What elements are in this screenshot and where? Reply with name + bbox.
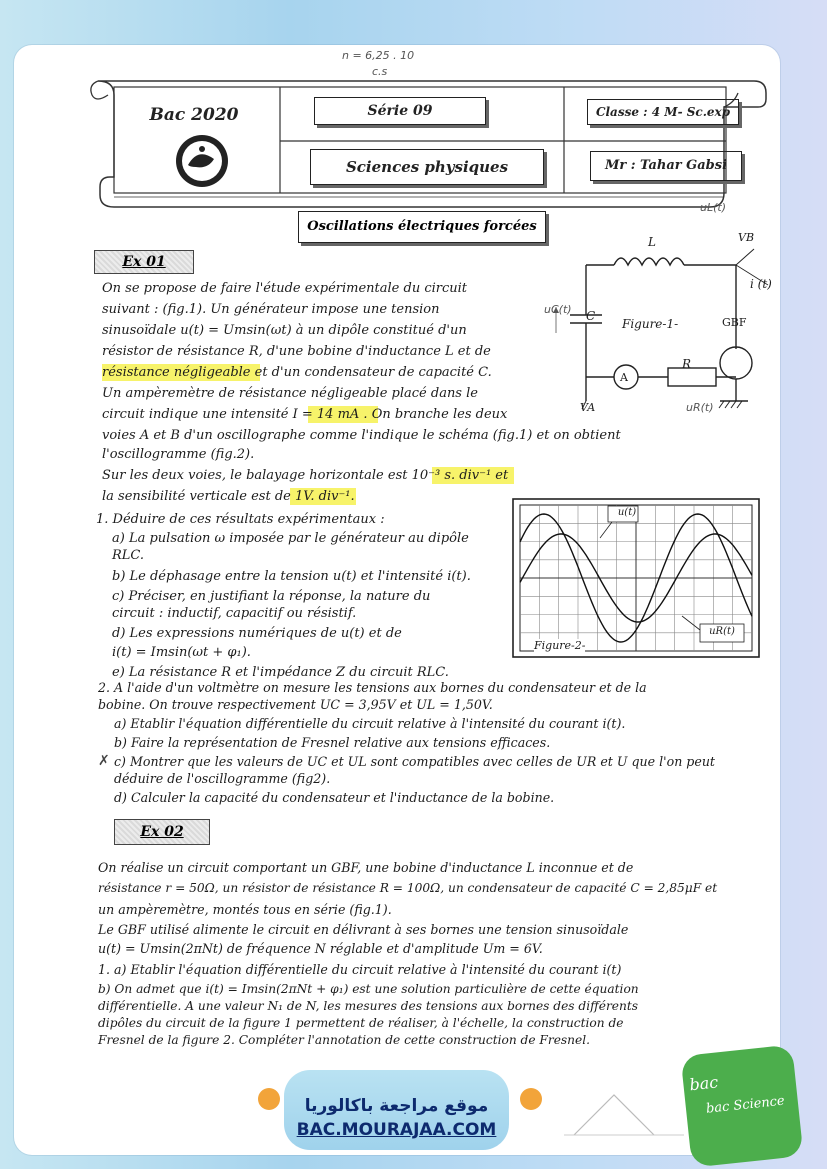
class-label: Classe : 4 M- Sc.exp bbox=[587, 99, 739, 125]
ex2-line-8: différentielle. A une valeur N₁ de N, les mesures des tensions aux bornes des différents bbox=[98, 999, 639, 1013]
ex2-line-9: dipôles du circuit de la figure 1 permettent de réaliser, à l'échelle, la construction de bbox=[98, 1016, 624, 1030]
q1-c: c) Préciser, en justifiant la réponse, la nature du bbox=[112, 589, 431, 604]
banner-left-icon bbox=[258, 1088, 280, 1110]
logo-text-science: bac Science bbox=[705, 1093, 786, 1117]
ex1-line-11: la sensibilité verticale est de 1V. div⁻¹. bbox=[102, 489, 355, 504]
ex1-line-9: l'oscillogramme (fig.2). bbox=[102, 447, 255, 462]
fig1-uc-note: uC(t) bbox=[544, 303, 572, 316]
fig1-va: VA bbox=[580, 401, 596, 414]
handwritten-note: n = 6,25 . 10 bbox=[342, 49, 415, 62]
ex2-line-7: b) On admet que i(t) = Imsin(2πNt + φ₁) est une solution particulière de cette équation bbox=[98, 982, 639, 996]
ex2-line-6: 1. a) Etablir l'équation différentielle du circuit relative à l'intensité du courant i(t) bbox=[98, 962, 622, 977]
q1-a-cont: RLC. bbox=[112, 548, 145, 563]
exercise-2-tag: Ex 02 bbox=[114, 819, 210, 845]
banner-right-icon bbox=[520, 1088, 542, 1110]
q1-a: a) La pulsation ω imposée par le générateur au dipôle bbox=[112, 531, 469, 546]
ex2-line-3: un ampèremètre, montés tous en série (fig.1). bbox=[98, 902, 392, 917]
site-url-link[interactable]: BAC.MOURAJAA.COM bbox=[296, 1120, 497, 1140]
q1-b: b) Le déphasage entre la tension u(t) et l'intensité i(t). bbox=[112, 569, 471, 584]
fig1-ul-note: uL(t) bbox=[700, 201, 726, 214]
site-arabic-name: موقع مراجعة باكالوريا bbox=[304, 1096, 489, 1116]
q2-d: d) Calculer la capacité du condensateur et l'inductance de la bobine. bbox=[114, 790, 555, 805]
ex1-line-8: voies A et B d'un oscillographe comme l'indique le schéma (fig.1) et on obtient bbox=[102, 428, 621, 443]
ex1-line-3: sinusoïdale u(t) = Umsin(ωt) à un dipôle constitué d'un bbox=[102, 323, 467, 338]
bac-science-logo bbox=[680, 1044, 803, 1167]
subject-label: Sciences physiques bbox=[310, 149, 544, 185]
ex1-line-4: résistor de résistance R, d'une bobine d'inductance L et de bbox=[102, 344, 491, 359]
q1-d-cont: i(t) = Imsin(ωt + φ₁). bbox=[112, 645, 251, 660]
q1-c-cont: circuit : inductif, capacitif ou résistif. bbox=[112, 606, 357, 621]
teacher-label: Mr : Tahar Gabsi bbox=[590, 151, 742, 181]
cross-mark: ✗ bbox=[98, 753, 110, 769]
ex1-line-7: circuit indique une intensité I = 14 mA . On branche les deux bbox=[102, 407, 508, 422]
fig1-inductor-label: L bbox=[648, 235, 656, 249]
ex1-line-1: On se propose de faire l'étude expérimentale du circuit bbox=[102, 281, 468, 296]
fig1-capacitor-label: C bbox=[586, 309, 596, 323]
serie-label: Série 09 bbox=[314, 97, 486, 125]
fig1-ur-note: uR(t) bbox=[686, 401, 714, 414]
q1-e: e) La résistance R et l'impédance Z du circuit RLC. bbox=[112, 665, 449, 680]
handwritten-note-2: c.s bbox=[372, 65, 388, 78]
q2-intro-1: 2. A l'aide d'un voltmètre on mesure les tensions aux bornes du condensateur et de la bbox=[98, 680, 647, 695]
fig1-resistor-label: R bbox=[682, 357, 692, 371]
fig2-ur-label: uR(t) bbox=[709, 626, 735, 637]
exercise-1-tag: Ex 01 bbox=[94, 250, 194, 274]
q1-d: d) Les expressions numériques de u(t) et de bbox=[112, 626, 402, 641]
fig2-u-label: u(t) bbox=[617, 507, 637, 518]
q2-c: c) Montrer que les valeurs de UC et UL sont compatibles avec celles de UR et U que l'on peut bbox=[114, 754, 715, 769]
ex2-line-5: u(t) = Umsin(2πNt) de fréquence N réglable et d'amplitude Um = 6V. bbox=[98, 941, 543, 956]
ex2-line-10: Fresnel de la figure 2. Compléter l'annotation de cette construction de Fresnel. bbox=[98, 1033, 591, 1047]
ex2-line-2: résistance r = 50Ω, un résistor de résistance R = 100Ω, un condensateur de capacité C = 2,85μF et bbox=[98, 881, 718, 895]
fig1-vb: VB bbox=[738, 231, 755, 244]
q2-b: b) Faire la représentation de Fresnel relative aux tensions efficaces. bbox=[114, 735, 551, 750]
ex2-line-4: Le GBF utilisé alimente le circuit en délivrant à ses bornes une tension sinusoïdale bbox=[98, 922, 629, 937]
ex1-line-6: Un ampèremètre de résistance négligeable placé dans le bbox=[102, 386, 478, 401]
q2-c-cont: déduire de l'oscillogramme (fig2). bbox=[114, 771, 331, 786]
ex2-line-1: On réalise un circuit comportant un GBF, une bobine d'inductance L inconnue et de bbox=[98, 860, 634, 875]
fig1-ammeter: A bbox=[620, 371, 628, 384]
topic-title: Oscillations électriques forcées bbox=[298, 211, 546, 243]
bac-year: Bac 2020 bbox=[149, 105, 239, 125]
q1-intro: 1. Déduire de ces résultats expérimentaux : bbox=[96, 512, 385, 527]
fig1-title: Figure-1- bbox=[622, 317, 679, 331]
ex1-line-5: résistance négligeable et d'un condensateur de capacité C. bbox=[102, 365, 492, 380]
site-banner[interactable] bbox=[284, 1070, 509, 1150]
exam-page bbox=[14, 45, 780, 1155]
fig2-title: Figure-2- bbox=[534, 639, 586, 652]
partial-fresnel-sketch bbox=[554, 1055, 694, 1145]
q2-a: a) Etablir l'équation différentielle du circuit relative à l'intensité du courant i(t). bbox=[114, 716, 626, 731]
fig1-current: i (t) bbox=[750, 277, 772, 291]
fig1-gbf: GBF bbox=[722, 316, 747, 329]
ex1-line-10: Sur les deux voies, le balayage horizontale est 10⁻³ s. div⁻¹ et bbox=[102, 467, 508, 484]
logo-text-bac: bac bbox=[688, 1072, 720, 1095]
q2-intro-2: bobine. On trouve respectivement UC = 3,95V et UL = 1,50V. bbox=[98, 697, 493, 712]
header-scroll-frame bbox=[84, 73, 774, 221]
ex1-line-2: suivant : (fig.1). Un générateur impose une tension bbox=[102, 302, 440, 317]
